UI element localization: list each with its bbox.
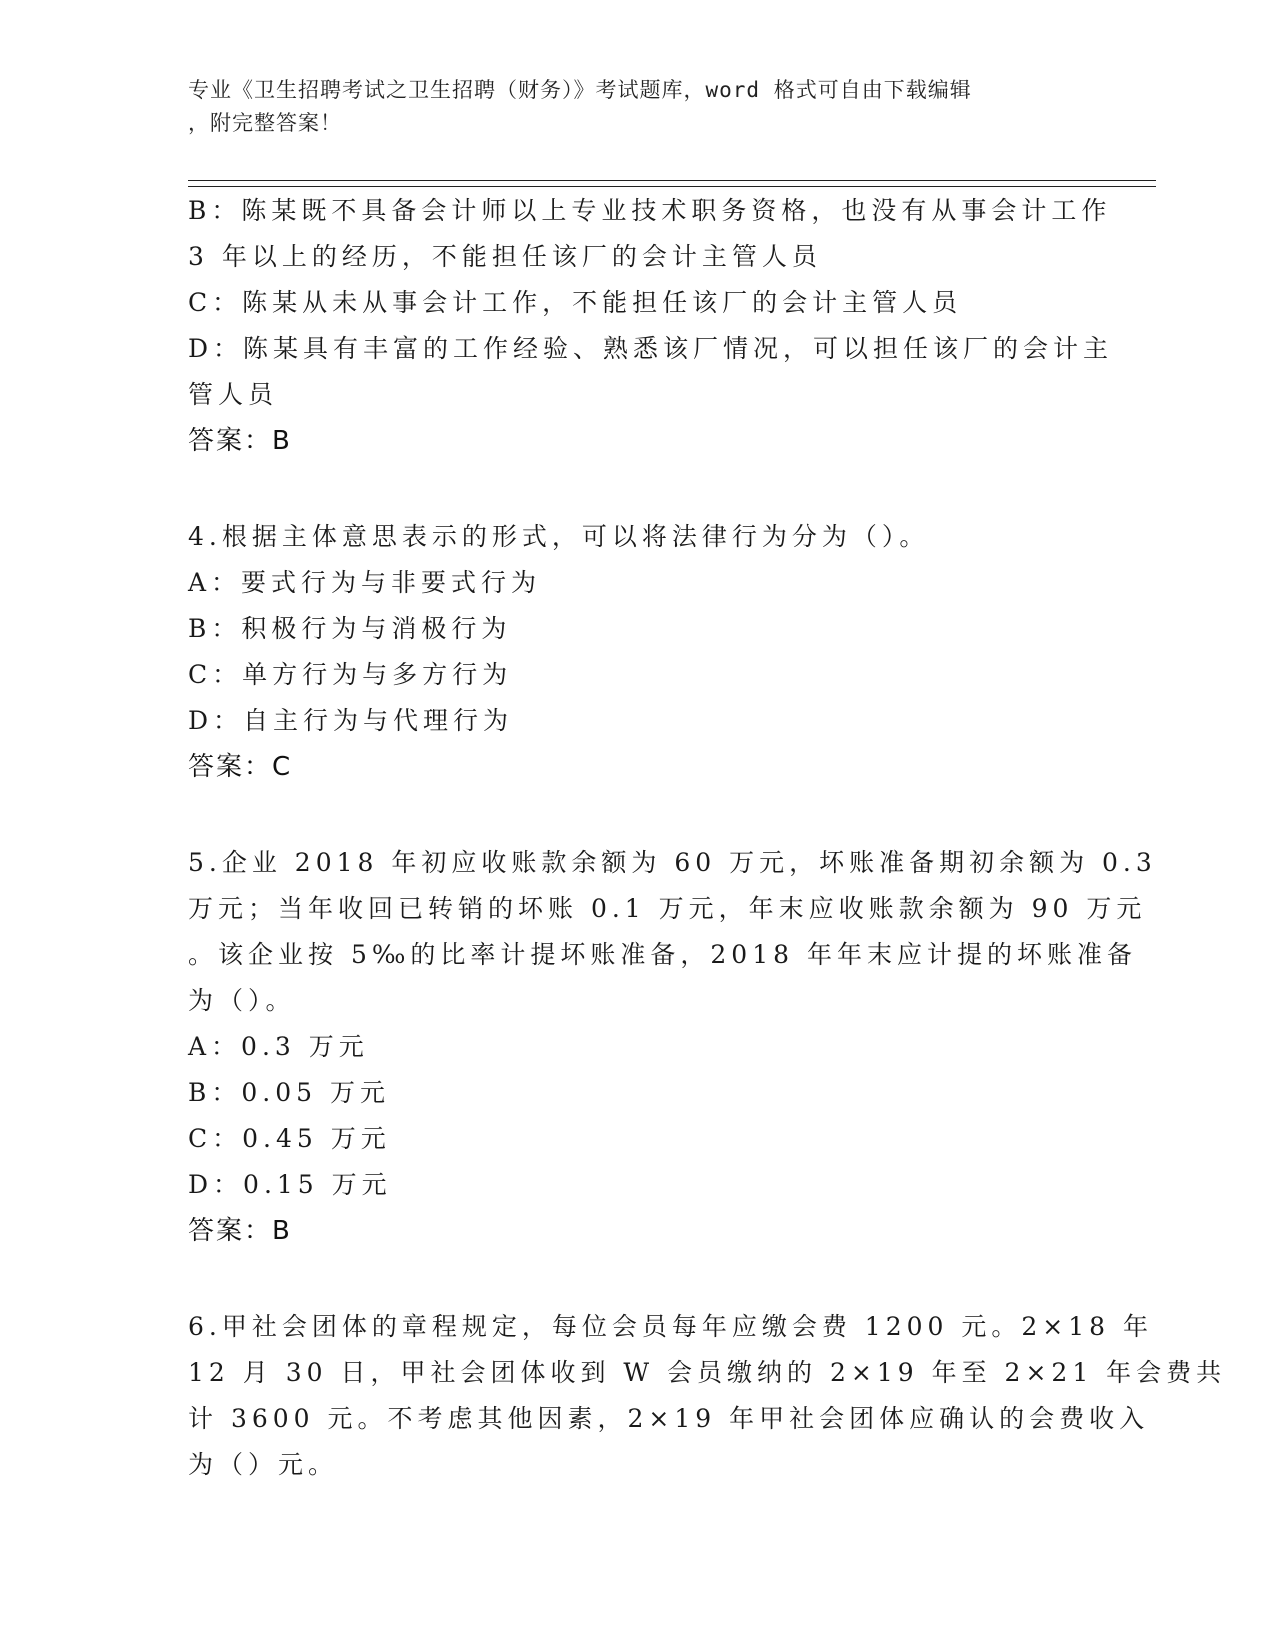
q3-option-b-line-2: 3 年以上的经历，不能担任该厂的会计主管人员	[188, 242, 822, 271]
q5-option-d: D：0.15 万元	[188, 1170, 392, 1199]
q3-option-d-line-1: D：陈某具有丰富的工作经验、熟悉该厂情况，可以担任该厂的会计主	[188, 334, 1114, 363]
q5-stem-line-1: 5.企业 2018 年初应收账款余额为 60 万元，坏账准备期初余额为 0.3	[188, 848, 1157, 877]
q3-answer: 答案：B	[188, 426, 292, 456]
question-5	[188, 840, 1157, 1254]
q4-option-a: A：要式行为与非要式行为	[188, 568, 542, 597]
question-spacer	[188, 790, 1088, 840]
q6-stem-line-1: 6.甲社会团体的章程规定，每位会员每年应缴会费 1200 元。2×18 年	[188, 1312, 1153, 1341]
q5-option-c: C：0.45 万元	[188, 1124, 391, 1153]
header-divider-top	[188, 180, 1156, 181]
header-divider-bottom	[188, 186, 1156, 187]
q3-option-d-line-2: 管人员	[188, 380, 279, 409]
question-spacer	[188, 464, 1088, 514]
q6-stem-line-4: 为（）元。	[188, 1450, 339, 1479]
q5-option-a: A：0.3 万元	[188, 1032, 369, 1061]
q5-stem-line-2: 万元；当年收回已转销的坏账 0.1 万元，年末应收账款余额为 90 万元	[188, 894, 1147, 923]
q4-option-b: B：积极行为与消极行为	[188, 614, 512, 643]
question-3	[188, 188, 1114, 464]
q3-option-b-line-1: B：陈某既不具备会计师以上专业技术职务资格，也没有从事会计工作	[188, 196, 1112, 225]
q5-option-b: B：0.05 万元	[188, 1078, 390, 1107]
q5-stem-line-3: 。该企业按 5‰的比率计提坏账准备，2018 年年末应计提的坏账准备	[188, 940, 1137, 969]
header-line-2: ，附完整答案！	[188, 111, 342, 135]
q4-option-d: D：自主行为与代理行为	[188, 706, 514, 735]
question-spacer	[188, 1254, 1088, 1304]
document-header	[188, 74, 1068, 140]
q3-option-c: C：陈某从未从事会计工作，不能担任该厂的会计主管人员	[188, 288, 963, 317]
q5-stem-line-4: 为（）。	[188, 986, 296, 1015]
q4-option-c: C：单方行为与多方行为	[188, 660, 513, 689]
q4-stem: 4.根据主体意思表示的形式，可以将法律行为分为（）。	[188, 522, 930, 551]
question-6	[188, 1304, 1227, 1488]
q6-stem-line-3: 计 3600 元。不考虑其他因素，2×19 年甲社会团体应确认的会费收入	[188, 1404, 1150, 1433]
q5-answer: 答案：B	[188, 1216, 292, 1246]
header-line-1: 专业《卫生招聘考试之卫生招聘（财务）》考试题库，word 格式可自由下载编辑	[188, 78, 972, 102]
question-4	[188, 514, 1088, 790]
q6-stem-line-2: 12 月 30 日，甲社会团体收到 W 会员缴纳的 2×19 年至 2×21 年会费共	[188, 1358, 1227, 1387]
document-body	[188, 188, 1227, 1488]
q4-answer: 答案：C	[188, 752, 293, 782]
